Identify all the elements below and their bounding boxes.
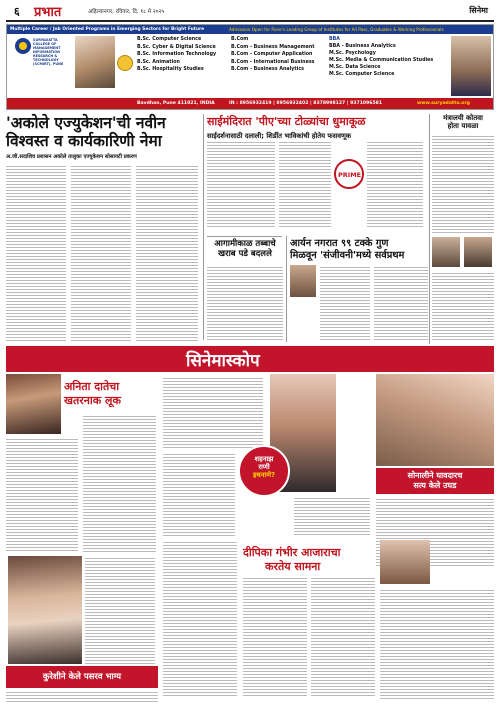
article-body bbox=[163, 376, 263, 448]
story-caption-banner: कुरेशीने केले पसरव भाग्य bbox=[6, 666, 158, 688]
story-tag-circle: शहनाझ राणी इथनाणे? bbox=[238, 445, 290, 497]
article-headline: दीपिका गंभीर आजाराचा करतेय सामना bbox=[243, 546, 341, 573]
newspaper-logo: प्रभात bbox=[34, 5, 62, 20]
section-name: सिनेमा bbox=[469, 6, 488, 15]
actress-photo-large bbox=[8, 556, 82, 664]
article-body-col2 bbox=[71, 164, 131, 342]
column-rule bbox=[203, 114, 204, 340]
article-headline: आर्यन नगरात ९९ टक्के गुण मिळवून 'संजीवनी'मध्ये सर्वप्रथम bbox=[290, 238, 405, 261]
story-deepika bbox=[163, 540, 377, 700]
article-body bbox=[243, 576, 307, 698]
ad-address-strip: Bavdhan, Pune 411021, INDIA IN : 8956932419 | 8956932402 | 8378998127 | 9371096581 www.suryadatta.org bbox=[7, 98, 493, 109]
ad-students-photo bbox=[75, 36, 115, 88]
article-body bbox=[163, 540, 237, 698]
article-headline: 'अकोले एज्युकेशन'ची नवीन विश्वस्त व कार्यकारिणी नेमा bbox=[6, 113, 166, 150]
article-headline: अनिता दातेचा खतरनाक लूक bbox=[64, 380, 121, 407]
article-body bbox=[207, 265, 283, 340]
course-list-2: B.Com B.Com - Business Management B.Com - Computer Application B.Com - International Business B.Com - Business Analytics bbox=[231, 37, 315, 73]
ad-ticker: Multiple Career / Job Oriented Programs in Emerging Sectors for Bright Future Admission Open for Pune's Leading Group of Institutes for All Pass, Graduates & Working Professionals bbox=[7, 25, 493, 34]
page-number: ६ bbox=[14, 5, 20, 18]
article-headline: आगामीकाळ तब्बाचे खराब पडे बदलले bbox=[214, 239, 276, 260]
course-list-3: BBA BBA - Business Analytics M.Sc. Psychology M.Sc. Media & Communication Studies M.Sc. Data Science M.Sc. Computer Science bbox=[329, 37, 434, 78]
article-akole-education bbox=[6, 114, 200, 344]
article-body-col1 bbox=[6, 164, 66, 342]
article-subheadline: साईदर्शनासाठी दलाली; शिर्डीत भाविकांची होतेय फसवणूक bbox=[207, 132, 352, 140]
article-body bbox=[294, 496, 370, 536]
article-body bbox=[432, 271, 494, 341]
prime-badge: PRIME bbox=[334, 159, 364, 189]
article-result bbox=[207, 239, 283, 342]
article-body bbox=[85, 556, 155, 664]
article-headline: मंत्रालयी कोतवा होता यावळा bbox=[443, 114, 483, 131]
article-body-col2 bbox=[374, 265, 428, 340]
section-title: सिनेमास्कोप bbox=[186, 351, 260, 371]
article-body bbox=[163, 452, 235, 536]
article-body-col3 bbox=[367, 140, 423, 228]
story-caption-banner: सोनालीने घावदारच सत्य केले उघड bbox=[376, 468, 494, 494]
article-body bbox=[311, 576, 375, 698]
actress-photo bbox=[6, 374, 61, 434]
article-body bbox=[380, 588, 494, 700]
article-body bbox=[6, 437, 78, 552]
person-photo bbox=[432, 237, 460, 267]
masthead bbox=[0, 0, 500, 22]
article-headline: साईमंदिरात 'पीए'च्या टोळ्यांचा धुमाकूळ bbox=[207, 115, 366, 128]
article-byline: अ.जी.सदाशिव प्रशासन अकोले तालुका एज्युकेशन सोसायटी प्रकरण bbox=[6, 153, 137, 160]
article-body-col3 bbox=[136, 164, 198, 342]
article-body-col1 bbox=[320, 265, 370, 340]
cinemascope-banner bbox=[6, 346, 494, 372]
article-body-col2 bbox=[279, 140, 331, 228]
course-list-1: B.Sc. Computer Science B.Sc. Cyber & Digital Science B.Sc. Information Technology B.Sc. Animation B.Sc. Hospitality Studies bbox=[137, 37, 217, 73]
student-photo bbox=[290, 265, 316, 297]
naac-badge bbox=[117, 55, 133, 71]
actress-photo bbox=[380, 540, 430, 584]
article-aryan-marks bbox=[290, 238, 430, 342]
ad-model-photo bbox=[451, 36, 491, 96]
story-anita-date bbox=[6, 374, 158, 554]
article-body bbox=[432, 134, 494, 234]
college-ad bbox=[6, 24, 494, 110]
column-rule bbox=[286, 236, 287, 342]
dateline: अहिल्यानगर, रविवार, दि. १८ मे २०२५ bbox=[88, 9, 165, 15]
actress-photo bbox=[376, 374, 494, 466]
right-column-story bbox=[432, 114, 494, 344]
college-logo bbox=[11, 36, 73, 96]
column-rule bbox=[429, 114, 430, 344]
masthead-rule bbox=[6, 20, 494, 22]
article-body-col1 bbox=[207, 140, 275, 228]
college-name: SURYADATTA COLLEGE OF MANAGEMENT INFORMATION RESEARCH & TECHNOLOGY (SCMIRT), PUNE bbox=[33, 38, 64, 67]
article-body bbox=[6, 690, 158, 704]
article-sai-mandir bbox=[207, 114, 425, 234]
person-photo bbox=[464, 237, 492, 267]
section-rule bbox=[207, 236, 282, 237]
article-body bbox=[83, 414, 156, 552]
